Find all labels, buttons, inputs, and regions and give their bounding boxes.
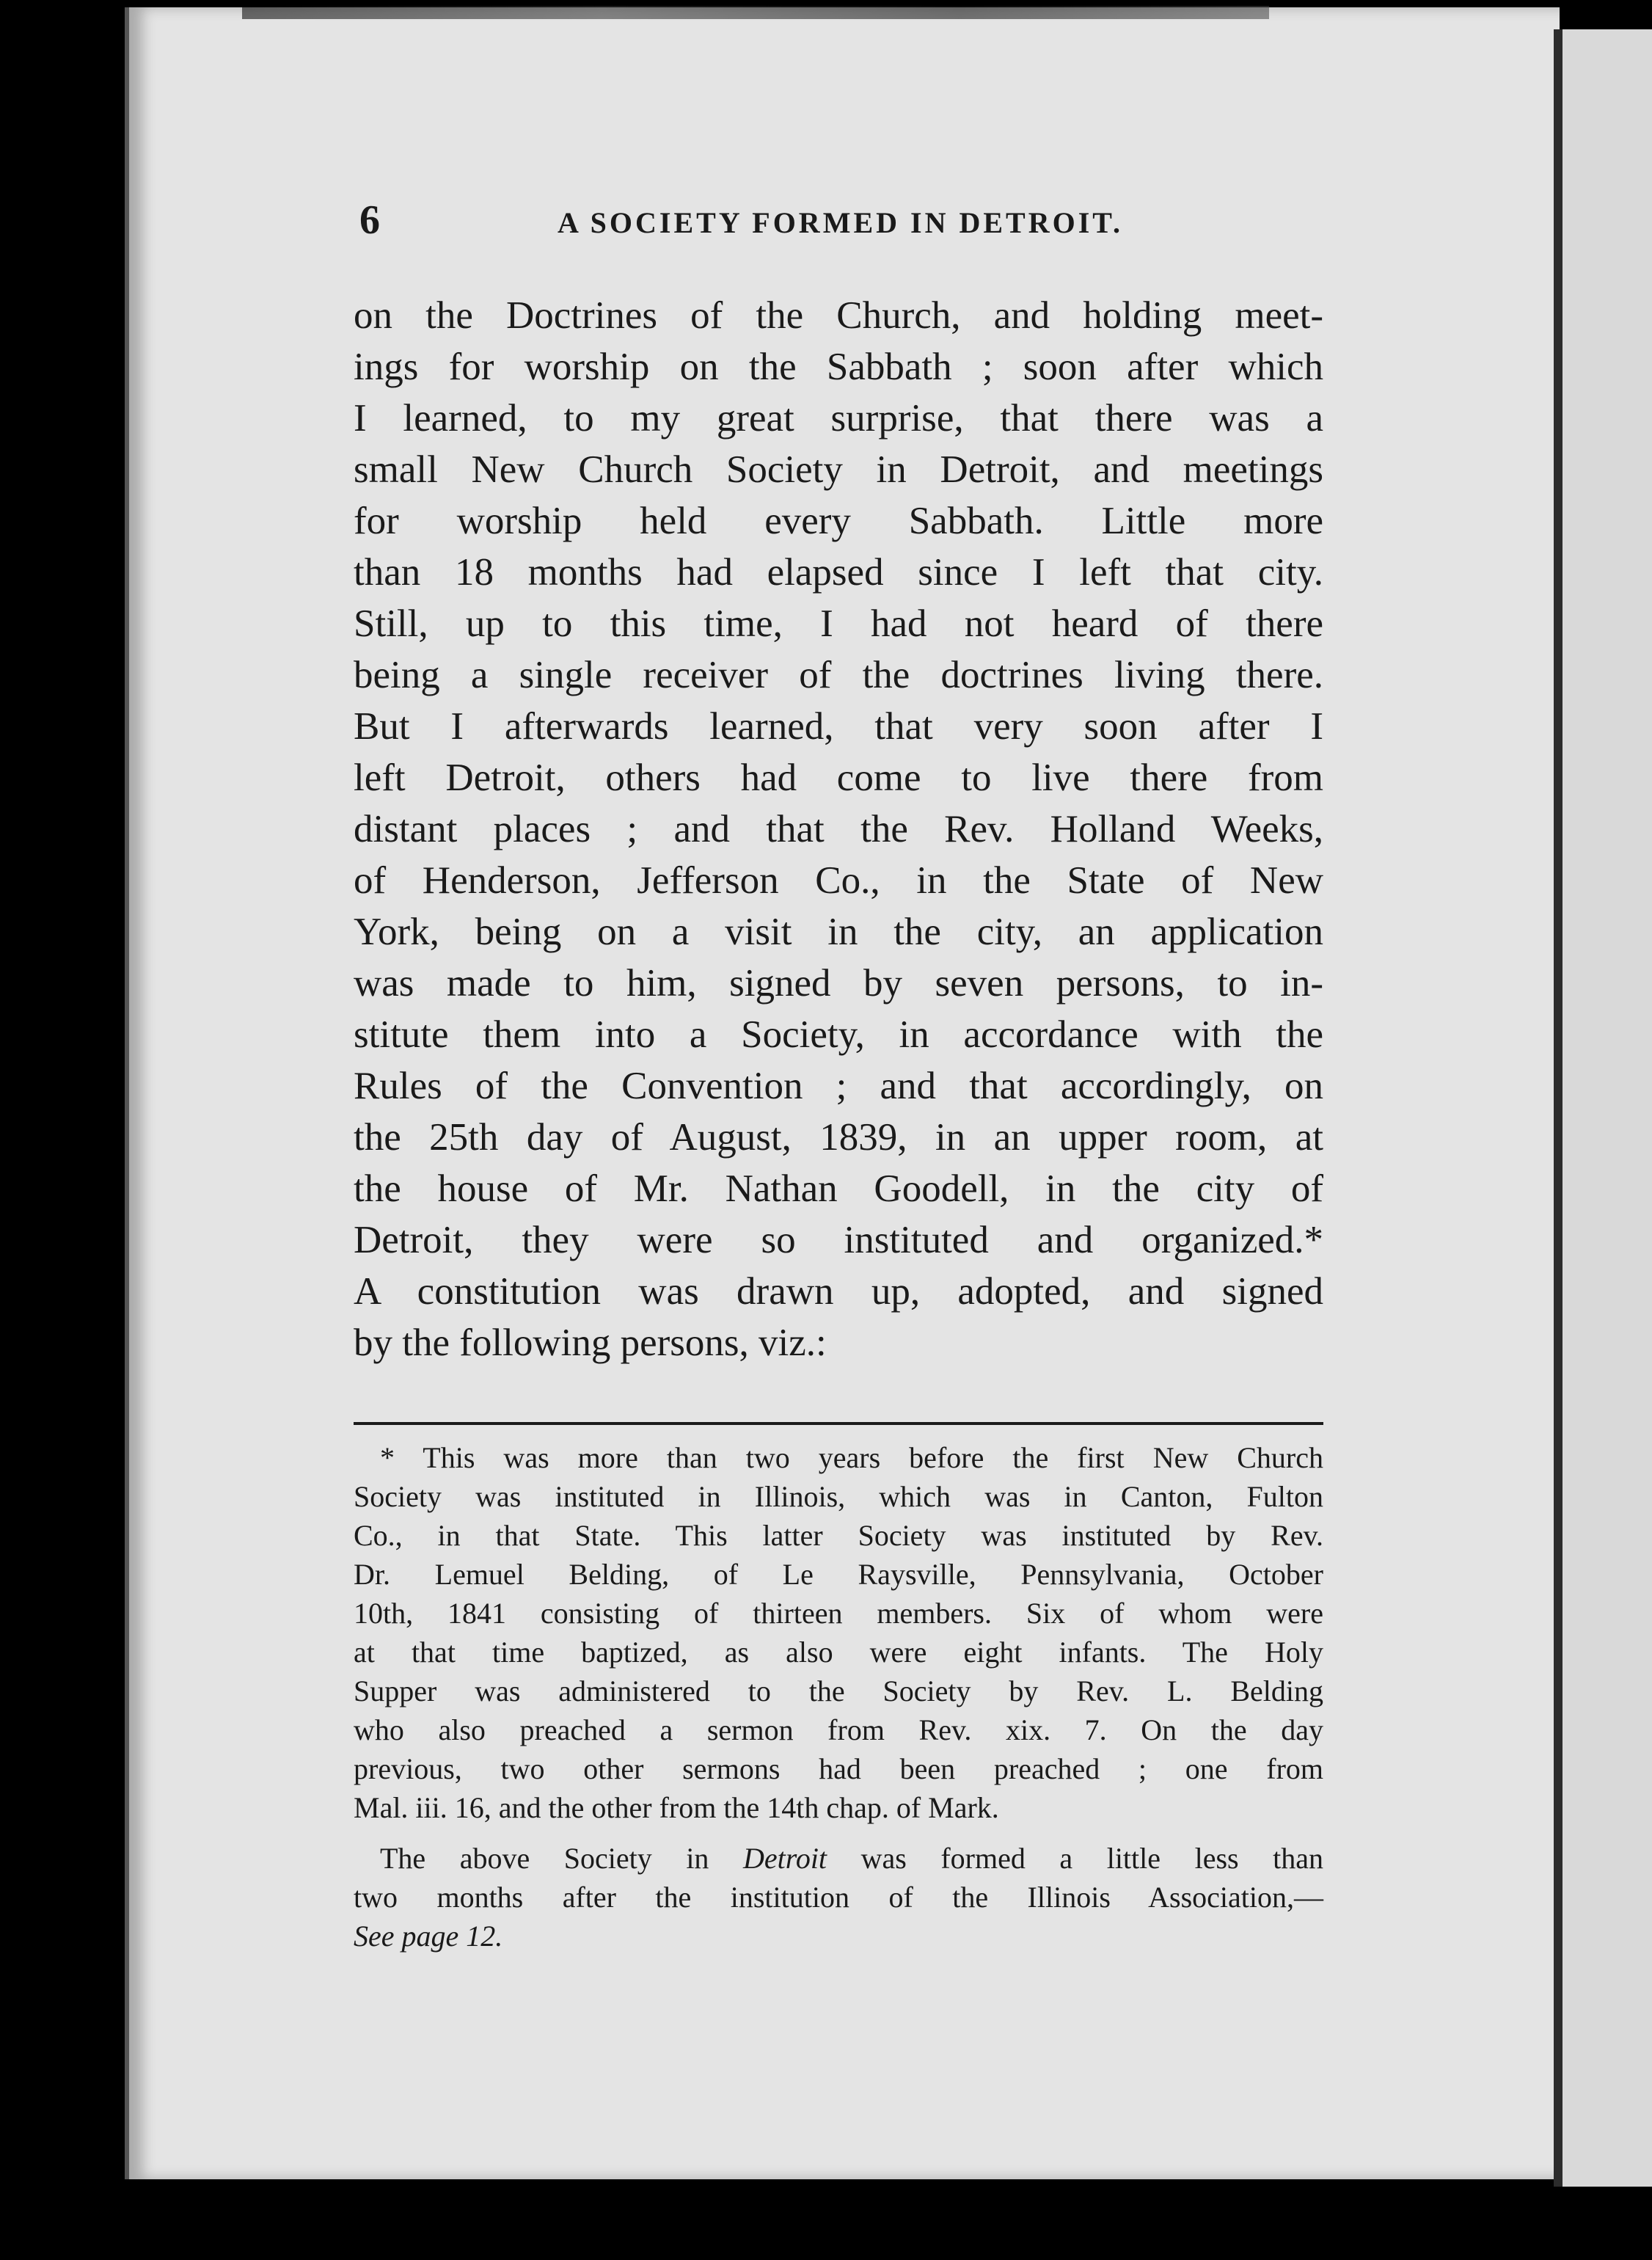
footnote-line: Dr. Lemuel Belding, of Le Raysville, Pennsylvania, October bbox=[354, 1558, 1323, 1591]
footnote-line: at that time baptized, as also were eight infants. The Holy bbox=[354, 1636, 1323, 1669]
body-line: I learned, to my great surprise, that there was a bbox=[354, 397, 1323, 440]
body-line: for worship held every Sabbath. Little more bbox=[354, 500, 1323, 542]
footnote-line: * This was more than two years before the first New Church bbox=[380, 1441, 1323, 1474]
footnote-line: Mal. iii. 16, and the other from the 14th chap. of Mark. bbox=[354, 1791, 999, 1824]
body-line: the house of Mr. Nathan Goodell, in the city of bbox=[354, 1167, 1323, 1210]
body-line: But I afterwards learned, that very soon after I bbox=[354, 705, 1323, 748]
footnote-text: was formed a little less than bbox=[827, 1842, 1323, 1875]
body-line: Rules of the Convention ; and that accordingly, on bbox=[354, 1065, 1323, 1107]
body-line: than 18 months had elapsed since I left that city. bbox=[354, 551, 1323, 594]
footnotes bbox=[354, 1438, 1323, 1955]
body-text bbox=[354, 290, 1323, 1368]
footnote-line: Co., in that State. This latter Society was instituted by Rev. bbox=[354, 1519, 1323, 1552]
footnote-line: 10th, 1841 consisting of thirteen members. Six of whom were bbox=[354, 1597, 1323, 1630]
body-line: the 25th day of August, 1839, in an upper room, at bbox=[354, 1116, 1323, 1159]
body-line: of Henderson, Jefferson Co., in the State of New bbox=[354, 859, 1323, 902]
running-head: A SOCIETY FORMED IN DETROIT. bbox=[558, 206, 1123, 239]
body-line: distant places ; and that the Rev. Holland Weeks, bbox=[354, 808, 1323, 850]
body-line: on the Doctrines of the Church, and holding meet- bbox=[354, 294, 1323, 337]
body-line: being a single receiver of the doctrines living there. bbox=[354, 654, 1323, 696]
body-line: by the following persons, viz.: bbox=[354, 1322, 827, 1364]
body-line: Detroit, they were so instituted and organized.* bbox=[354, 1219, 1323, 1261]
footnote-line: Society was instituted in Illinois, which was in Canton, Fulton bbox=[354, 1480, 1323, 1513]
body-line: stitute them into a Society, in accordance with the bbox=[354, 1013, 1323, 1056]
body-line: left Detroit, others had come to live there from bbox=[354, 757, 1323, 799]
footnote-line: Supper was administered to the Society by Rev. L. Belding bbox=[354, 1674, 1323, 1707]
body-line: small New Church Society in Detroit, and meetings bbox=[354, 448, 1323, 491]
footnote-line: two months after the institution of the Illinois Association,— bbox=[354, 1881, 1323, 1914]
footnote-line: who also preached a sermon from Rev. xix. 7. On the day bbox=[354, 1713, 1323, 1746]
page-gutter bbox=[1554, 29, 1563, 2187]
scan-top-edge bbox=[242, 6, 1269, 19]
body-line: York, being on a visit in the city, an application bbox=[354, 911, 1323, 953]
footnote-line bbox=[354, 1839, 1323, 1878]
footnote-italic-text: Detroit bbox=[742, 1842, 827, 1875]
body-line: A constitution was drawn up, adopted, and signed bbox=[354, 1270, 1323, 1313]
page-number: 6 bbox=[359, 197, 380, 243]
body-line: ings for worship on the Sabbath ; soon after which bbox=[354, 346, 1323, 388]
body-line: was made to him, signed by seven persons, to in- bbox=[354, 962, 1323, 1005]
body-line: Still, up to this time, I had not heard of there bbox=[354, 602, 1323, 645]
facing-page-edge bbox=[1563, 29, 1652, 2187]
footnote-rule bbox=[354, 1422, 1323, 1425]
footnote-line: previous, two other sermons had been preached ; one from bbox=[354, 1752, 1323, 1785]
footnote-text: The above Society in bbox=[380, 1842, 743, 1875]
footnote-cross-reference: See page 12. bbox=[354, 1920, 503, 1953]
